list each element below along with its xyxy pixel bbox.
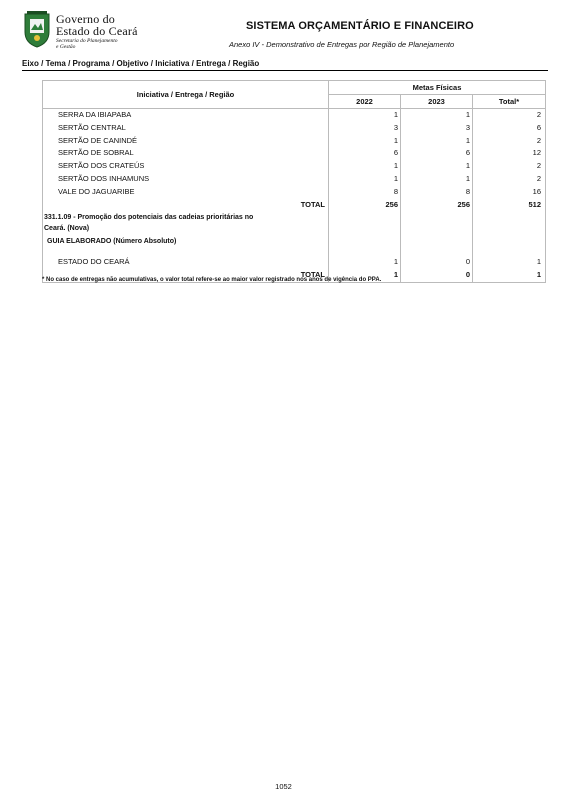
breadcrumb: Eixo / Tema / Programa / Objetivo / Iniciativa / Entrega / Região <box>22 59 260 68</box>
deliveries-table <box>42 80 546 283</box>
table-header <box>43 81 545 109</box>
logo-text-line1: Governo do <box>56 12 115 26</box>
region-name: SERTÃO DOS CRATEÚS <box>58 161 145 171</box>
value-2023: 1 <box>465 161 470 171</box>
total-label: TOTAL <box>300 270 325 280</box>
value-2023: 6 <box>465 148 470 158</box>
total-label: TOTAL <box>300 199 325 209</box>
total-total: 512 <box>528 199 541 209</box>
column-header-2023: 2023 <box>401 95 473 108</box>
value-total: 2 <box>536 173 541 183</box>
value-2022: 1 <box>393 161 398 171</box>
breadcrumb-divider <box>22 70 548 71</box>
value-2022: 1 <box>393 135 398 145</box>
region-name: SERTÃO DOS INHAMUNS <box>58 173 150 183</box>
region-name: ESTADO DO CEARÁ <box>58 257 130 267</box>
value-2023: 1 <box>465 110 470 119</box>
region-name: SERRA DA IBIAPABA <box>58 110 132 119</box>
region-name: SERTÃO CENTRAL <box>58 122 126 132</box>
region-name: SERTÃO DE CANINDÉ <box>58 135 138 145</box>
table-row <box>43 160 545 173</box>
initiative-block <box>43 211 545 256</box>
value-2023: 0 <box>465 257 470 267</box>
table-row <box>43 109 545 122</box>
value-2023: 1 <box>465 173 470 183</box>
table-row <box>43 135 545 148</box>
value-2023: 3 <box>465 122 470 132</box>
value-total: 2 <box>536 161 541 171</box>
total-2022: 256 <box>385 199 398 209</box>
value-total: 12 <box>532 148 541 158</box>
report-subtitle: Anexo IV - Demonstrativo de Entregas por Região de Planejamento <box>229 40 455 49</box>
value-2022: 8 <box>393 186 398 196</box>
table-row <box>43 122 545 135</box>
region-name: VALE DO JAGUARIBE <box>58 186 135 196</box>
region-name: SERTÃO DE SOBRAL <box>58 148 134 158</box>
column-header-iniciativa: Iniciativa / Entrega / Região <box>43 81 329 108</box>
initiative-title-line2: Ceará. (Nova) <box>44 225 90 233</box>
logo-secretaria-line2: e Gestão <box>56 44 76 50</box>
value-2022: 3 <box>393 122 398 132</box>
logo-secretaria-line1: Secretaria do Planejamento <box>56 38 118 44</box>
state-crest-icon <box>22 10 52 48</box>
value-2022: 1 <box>393 173 398 183</box>
total-2023: 0 <box>465 270 470 280</box>
value-2023: 8 <box>465 186 470 196</box>
table-row <box>43 173 545 186</box>
total-2022: 1 <box>393 270 398 280</box>
value-total: 2 <box>536 110 541 119</box>
system-title: SISTEMA ORÇAMENTÁRIO E FINANCEIRO <box>246 20 474 32</box>
value-2022: 1 <box>393 257 398 267</box>
total-row <box>43 199 545 212</box>
column-header-total: Total* <box>498 97 520 106</box>
logo-text-line2: Estado do Ceará <box>56 24 138 38</box>
value-2023: 1 <box>465 135 470 145</box>
total-2023: 256 <box>457 199 470 209</box>
value-total: 2 <box>536 135 541 145</box>
footnote: * No caso de entregas não acumulativas, o valor total refere-se ao maior valor registrado nos anos de vigência do PPA. <box>42 277 382 283</box>
page-number: 1052 <box>275 782 292 791</box>
value-total: 6 <box>536 122 541 132</box>
total-total: 1 <box>536 270 541 280</box>
table-row <box>43 186 545 199</box>
initiative-title-line1: 331.1.09 - Promoção dos potenciais das cadeias prioritárias no <box>44 214 254 222</box>
table-body <box>43 109 545 282</box>
delivery-title: GUIA ELABORADO (Número Absoluto) <box>47 238 177 246</box>
column-header-2022: 2022 <box>329 95 401 108</box>
table-row <box>43 256 545 269</box>
column-group-metas-fisicas: Metas Físicas <box>329 81 545 95</box>
value-total: 16 <box>532 186 541 196</box>
value-total: 1 <box>536 257 541 267</box>
value-2022: 6 <box>393 148 398 158</box>
table-row <box>43 147 545 160</box>
government-logo <box>22 10 157 50</box>
value-2022: 1 <box>393 110 398 119</box>
